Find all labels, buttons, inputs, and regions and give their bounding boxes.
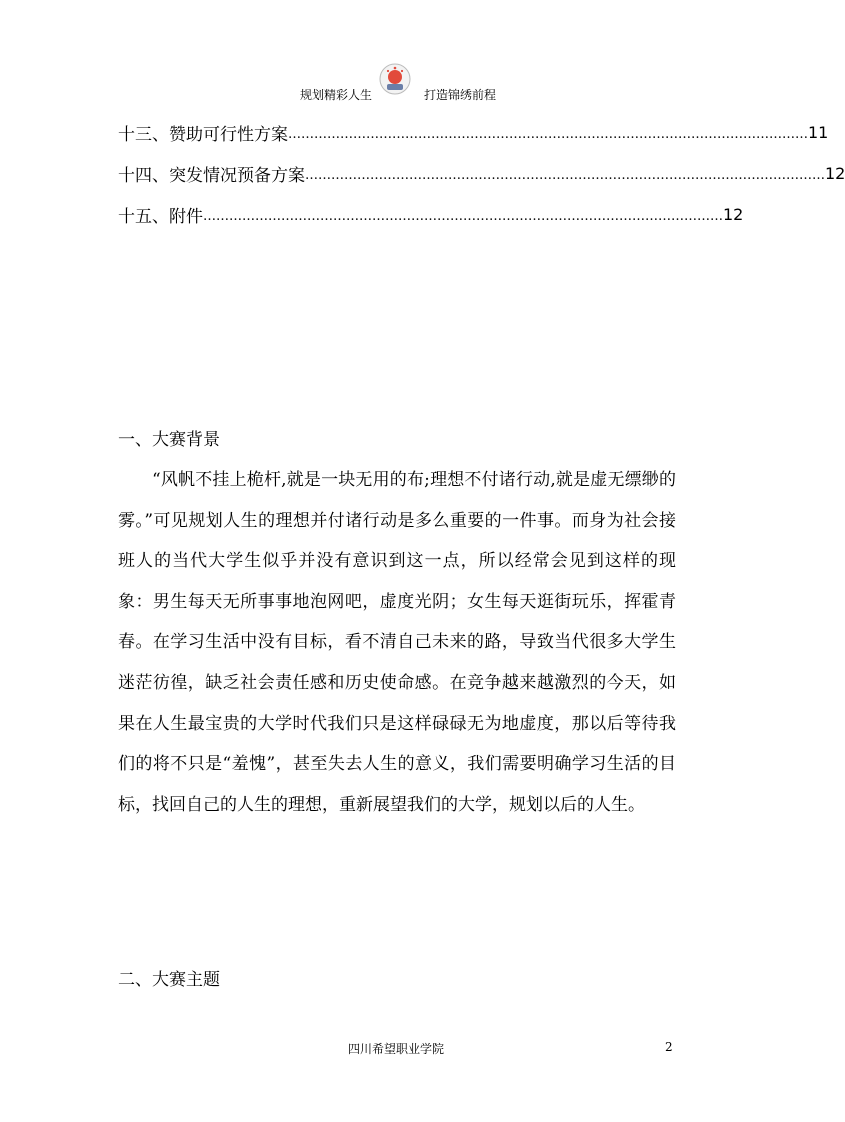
page-header [0, 62, 793, 102]
toc-leader-dots: ………………………………………………………………………………………………………… [203, 208, 723, 224]
section-title-background: 一、大赛背景 [118, 430, 220, 450]
section-title-theme: 二、大赛主题 [118, 970, 220, 990]
toc-item-page: 12 [825, 164, 845, 183]
footer-school-name: 四川希望职业学院 [348, 1042, 445, 1056]
toc-item-label: 十三、赞助可行性方案 [118, 125, 288, 145]
toc-item-page: 12 [723, 205, 744, 224]
header-slogan-left: 规划精彩人生 [300, 88, 373, 102]
header-slogan-right: 打造锦绣前程 [424, 88, 497, 102]
toc-item [118, 112, 829, 153]
school-emblem-icon [378, 62, 412, 96]
toc-item-label: 十四、突发情况预备方案 [118, 166, 305, 186]
toc-item [118, 153, 845, 194]
footer-page-number: 2 [665, 1040, 673, 1054]
toc-item-page: 11 [808, 123, 829, 142]
toc-leader-dots: ………………………………………………………………………………………………………… [305, 167, 825, 183]
toc-item [118, 194, 744, 235]
paragraph-text: “风帆不挂上桅杆,就是一块无用的布;理想不付诸行动,就是虚无缥缈的雾。”可见规划人生的理想并付诸行动是多么重要的一件事。而身为社会接班人的当代大学生似乎并没有意识到这一点，所以经常会见到这样的现象：男生每天无所事事地泡网吧，虚度光阴；女生每天逛街玩乐，挥霍青春。在学习生活中没有目标，看不清自己未来的路，导致当代很多大学生迷茫彷徨，缺乏社会责任感和历史使命感。在竞争越来越激烈的今天，如果在人生最宝贵的大学时代我们只是这样碌碌无为地虚度，那以后等待我们的将不只是“羞愧”，甚至失去人生的意义，我们需要明确学习生活的目标，找回自己的人生的理想，重新展望我们的大学，规划以后的人生。 [118, 470, 676, 815]
toc-leader-dots: ………………………………………………………………………………………………………… [288, 126, 808, 142]
background-paragraph [118, 460, 676, 825]
table-of-contents [118, 112, 845, 235]
toc-item-label: 十五、附件 [118, 207, 203, 227]
